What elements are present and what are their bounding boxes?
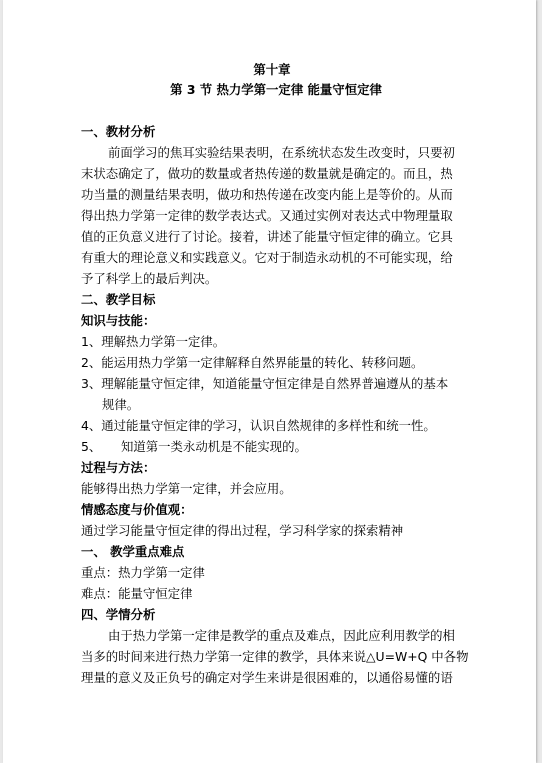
- item-text: 知道第一类永动机是不能实现的。: [121, 439, 307, 454]
- section-title: 第 3 节 热力学第一定律 能量守恒定律: [170, 82, 382, 97]
- knowledge-item-continuation: 规律。: [102, 397, 140, 412]
- document-body: [81, 60, 469, 688]
- analysis-line: 有重大的理论意义和实践意义。它对于制造永动机的不可能实现，给: [81, 250, 453, 265]
- document-page: [3, 0, 536, 763]
- analysis-line: 予了科学上的最后判决。: [81, 271, 218, 286]
- heading-teaching-goals: 二、教学目标: [81, 292, 156, 307]
- subheading-emotion-values: 情感态度与价值观：: [81, 502, 193, 517]
- key-point: 重点：热力学第一定律: [81, 565, 205, 580]
- heading-key-points: 一、 教学重点难点: [81, 544, 185, 559]
- knowledge-item: 4、通过能量守恒定律的学习，认识自然规律的多样性和统一性。: [81, 418, 436, 433]
- subheading-process-methods: 过程与方法：: [81, 460, 156, 475]
- blank-line: [81, 100, 469, 121]
- analysis-line: 前面学习的焦耳实验结果表明，在系统状态发生改变时，只要初: [108, 145, 455, 160]
- analysis-line: 末状态确定了，做功的数量或者热传递的数量就是确定的。而且，热: [81, 166, 453, 181]
- student-analysis-line: 理量的意义及正负号的确定对学生来讲是很困难的，以通俗易懂的语: [81, 670, 453, 685]
- student-analysis-line: 当多的时间来进行热力学第一定律的教学，具体来说△U=W+Q 中各物: [81, 649, 469, 664]
- process-text: 能够得出热力学第一定律，并会应用。: [81, 481, 292, 496]
- knowledge-item: 2、能运用热力学第一定律解释自然界能量的转化、转移问题。: [81, 355, 424, 370]
- analysis-line: 值的正负意义进行了讨论。接着，讲述了能量守恒定律的确立。它具: [81, 229, 453, 244]
- analysis-line: 得出热力学第一定律的数学表达式。又通过实例对表达式中物理量取: [81, 208, 453, 223]
- chapter-title: 第十章: [253, 62, 291, 77]
- knowledge-item: [81, 436, 469, 457]
- heading-textbook-analysis: 一、教材分析: [81, 124, 156, 139]
- heading-student-analysis: 四、学情分析: [81, 607, 156, 622]
- emotion-text: 通过学习能量守恒定律的得出过程，学习科学家的探索精神: [81, 523, 404, 538]
- student-analysis-line: 由于热力学第一定律是教学的重点及难点，因此应利用教学的相: [108, 628, 455, 643]
- item-number: 5、: [81, 439, 102, 454]
- knowledge-item: 3、理解能量守恒定律，知道能量守恒定律是自然界普遍遵从的基本: [81, 376, 449, 391]
- subheading-knowledge-skills: 知识与技能：: [81, 313, 156, 328]
- knowledge-item: 1、理解热力学第一定律。: [81, 334, 226, 349]
- analysis-line: 功当量的测量结果表明，做功和热传递在改变内能上是等价的。从而: [81, 187, 453, 202]
- difficult-point: 难点：能量守恒定律: [81, 586, 193, 601]
